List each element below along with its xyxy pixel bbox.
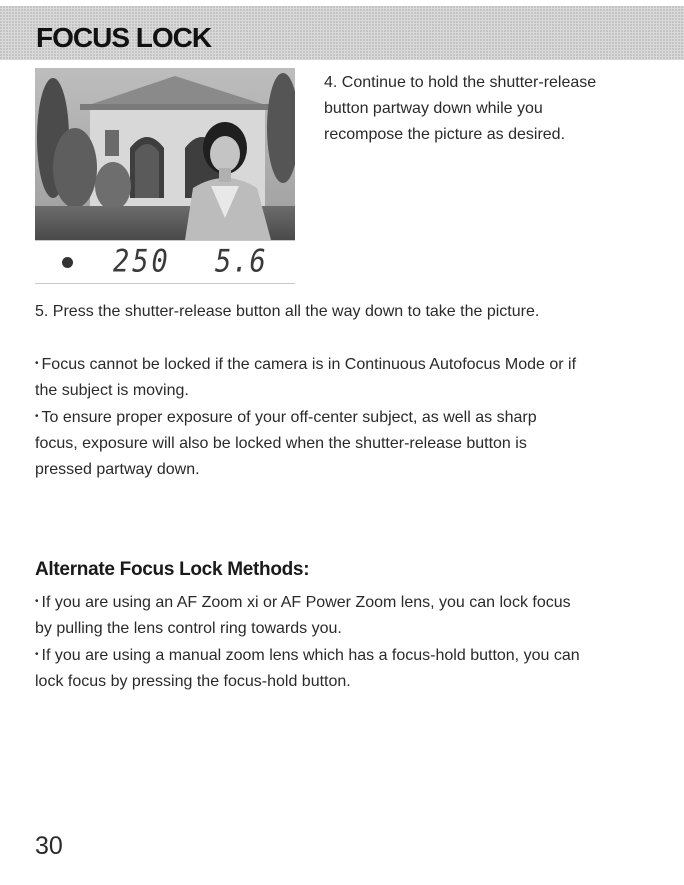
- alternate-line: [35, 589, 655, 616]
- bullet-icon: •: [35, 596, 39, 607]
- page-number: 30: [35, 832, 63, 860]
- alternate-line: by pulling the lens control ring towards you.: [35, 620, 342, 637]
- note-line: focus, exposure will also be locked when the shutter-release button is: [35, 435, 527, 452]
- note-line: the subject is moving.: [35, 382, 189, 399]
- step-4-text: [324, 70, 644, 148]
- alternate-methods-list: [35, 589, 655, 695]
- shutter-speed-readout: 250: [113, 243, 171, 280]
- viewfinder-display: [35, 240, 295, 284]
- note-line: pressed partway down.: [35, 461, 200, 478]
- alternate-line: [35, 642, 655, 669]
- alternate-methods-heading: Alternate Focus Lock Methods:: [35, 559, 310, 580]
- step-4-line: button partway down while you: [324, 100, 543, 117]
- focus-indicator-dot-icon: [62, 257, 73, 268]
- note-line: [35, 404, 655, 431]
- step-5-line: 5. Press the shutter-release button all the way down to take the picture.: [35, 303, 540, 320]
- alternate-text: If you are using a manual zoom lens which has a focus-hold button, you can: [41, 647, 580, 664]
- bullet-icon: •: [35, 649, 39, 660]
- notes-list: [35, 351, 655, 483]
- step-5-text: [35, 299, 655, 325]
- step-4-line: 4. Continue to hold the shutter-release: [324, 74, 597, 91]
- alternate-text: If you are using an AF Zoom xi or AF Power Zoom lens, you can lock focus: [41, 594, 571, 611]
- page-title: FOCUS LOCK: [36, 22, 212, 53]
- viewfinder-photo: [35, 68, 295, 240]
- aperture-readout: 5.6: [215, 243, 267, 280]
- note-text: Focus cannot be locked if the camera is in Continuous Autofocus Mode or if: [41, 356, 577, 373]
- photo-woman-in-front-of-house-icon: [35, 68, 295, 240]
- bullet-icon: •: [35, 358, 39, 369]
- alternate-line: lock focus by pressing the focus-hold button.: [35, 673, 351, 690]
- note-line: [35, 351, 655, 378]
- step-4-line: recompose the picture as desired.: [324, 126, 566, 143]
- note-text: To ensure proper exposure of your off-center subject, as well as sharp: [41, 409, 537, 426]
- bullet-icon: •: [35, 411, 39, 422]
